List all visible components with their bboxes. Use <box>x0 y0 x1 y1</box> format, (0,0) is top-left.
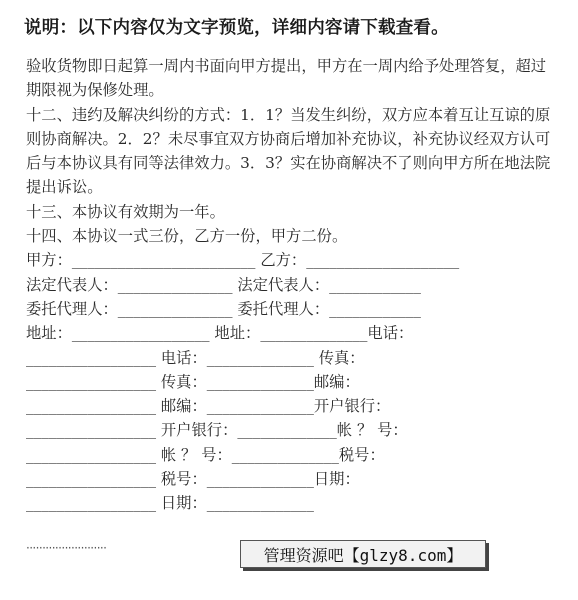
signature-line-agent: 委托代理人：_______________ 委托代理人：____________ <box>26 299 421 318</box>
signature-line-account: _________________ 帐 ？ 号：______________税号： <box>26 445 385 464</box>
preview-notice: 说明：以下内容仅为文字预览，详细内容请下载查看。 <box>24 18 449 38</box>
signature-line-phone: _________________ 电话：______________ 传真： <box>26 348 365 367</box>
signature-line-party: 甲方：________________________ 乙方：____________________ <box>26 251 460 270</box>
paragraph-acceptance: 验收货物即日起算一周内书面向甲方提出，甲方在一周内给予处理答复，超过期限视为保修处理。 <box>26 57 547 100</box>
paragraph-copies: 十四、本协议一式三份，乙方一份，甲方二份。 <box>26 227 348 246</box>
signature-line-date: _________________ 日期：______________ <box>26 494 314 513</box>
signature-block <box>26 248 554 515</box>
signature-line-address: 地址：__________________ 地址：______________电话： <box>26 324 414 343</box>
signature-line-tax: _________________ 税号：______________日期： <box>26 470 360 489</box>
paragraph-dispute-resolution: 十二、违约及解决纠纷的方式：1．1？当发生纠纷，双方应本着互让互谅的原则协商解决。2．2？未尽事宜双方协商后增加补充协议，补充协议经双方认可后与本协议具有同等法律效力。3．3？实在协商解决不了则向甲方所在地法院提出诉讼。 <box>26 105 551 197</box>
signature-line-fax: _________________ 传真：______________邮编： <box>26 372 360 391</box>
dotted-separator: ························· <box>26 541 107 555</box>
site-link-badge[interactable]: 管理资源吧【glzy8.com】 <box>240 540 486 568</box>
paragraph-validity: 十三、本协议有效期为一年。 <box>26 202 225 221</box>
signature-line-bank: _________________ 开户银行：_____________帐 ？ 号： <box>26 421 408 440</box>
signature-line-legal-rep: 法定代表人：_______________ 法定代表人：____________ <box>26 275 421 294</box>
signature-line-postcode: _________________ 邮编：______________开户银行： <box>26 397 391 416</box>
document-body <box>26 54 554 516</box>
